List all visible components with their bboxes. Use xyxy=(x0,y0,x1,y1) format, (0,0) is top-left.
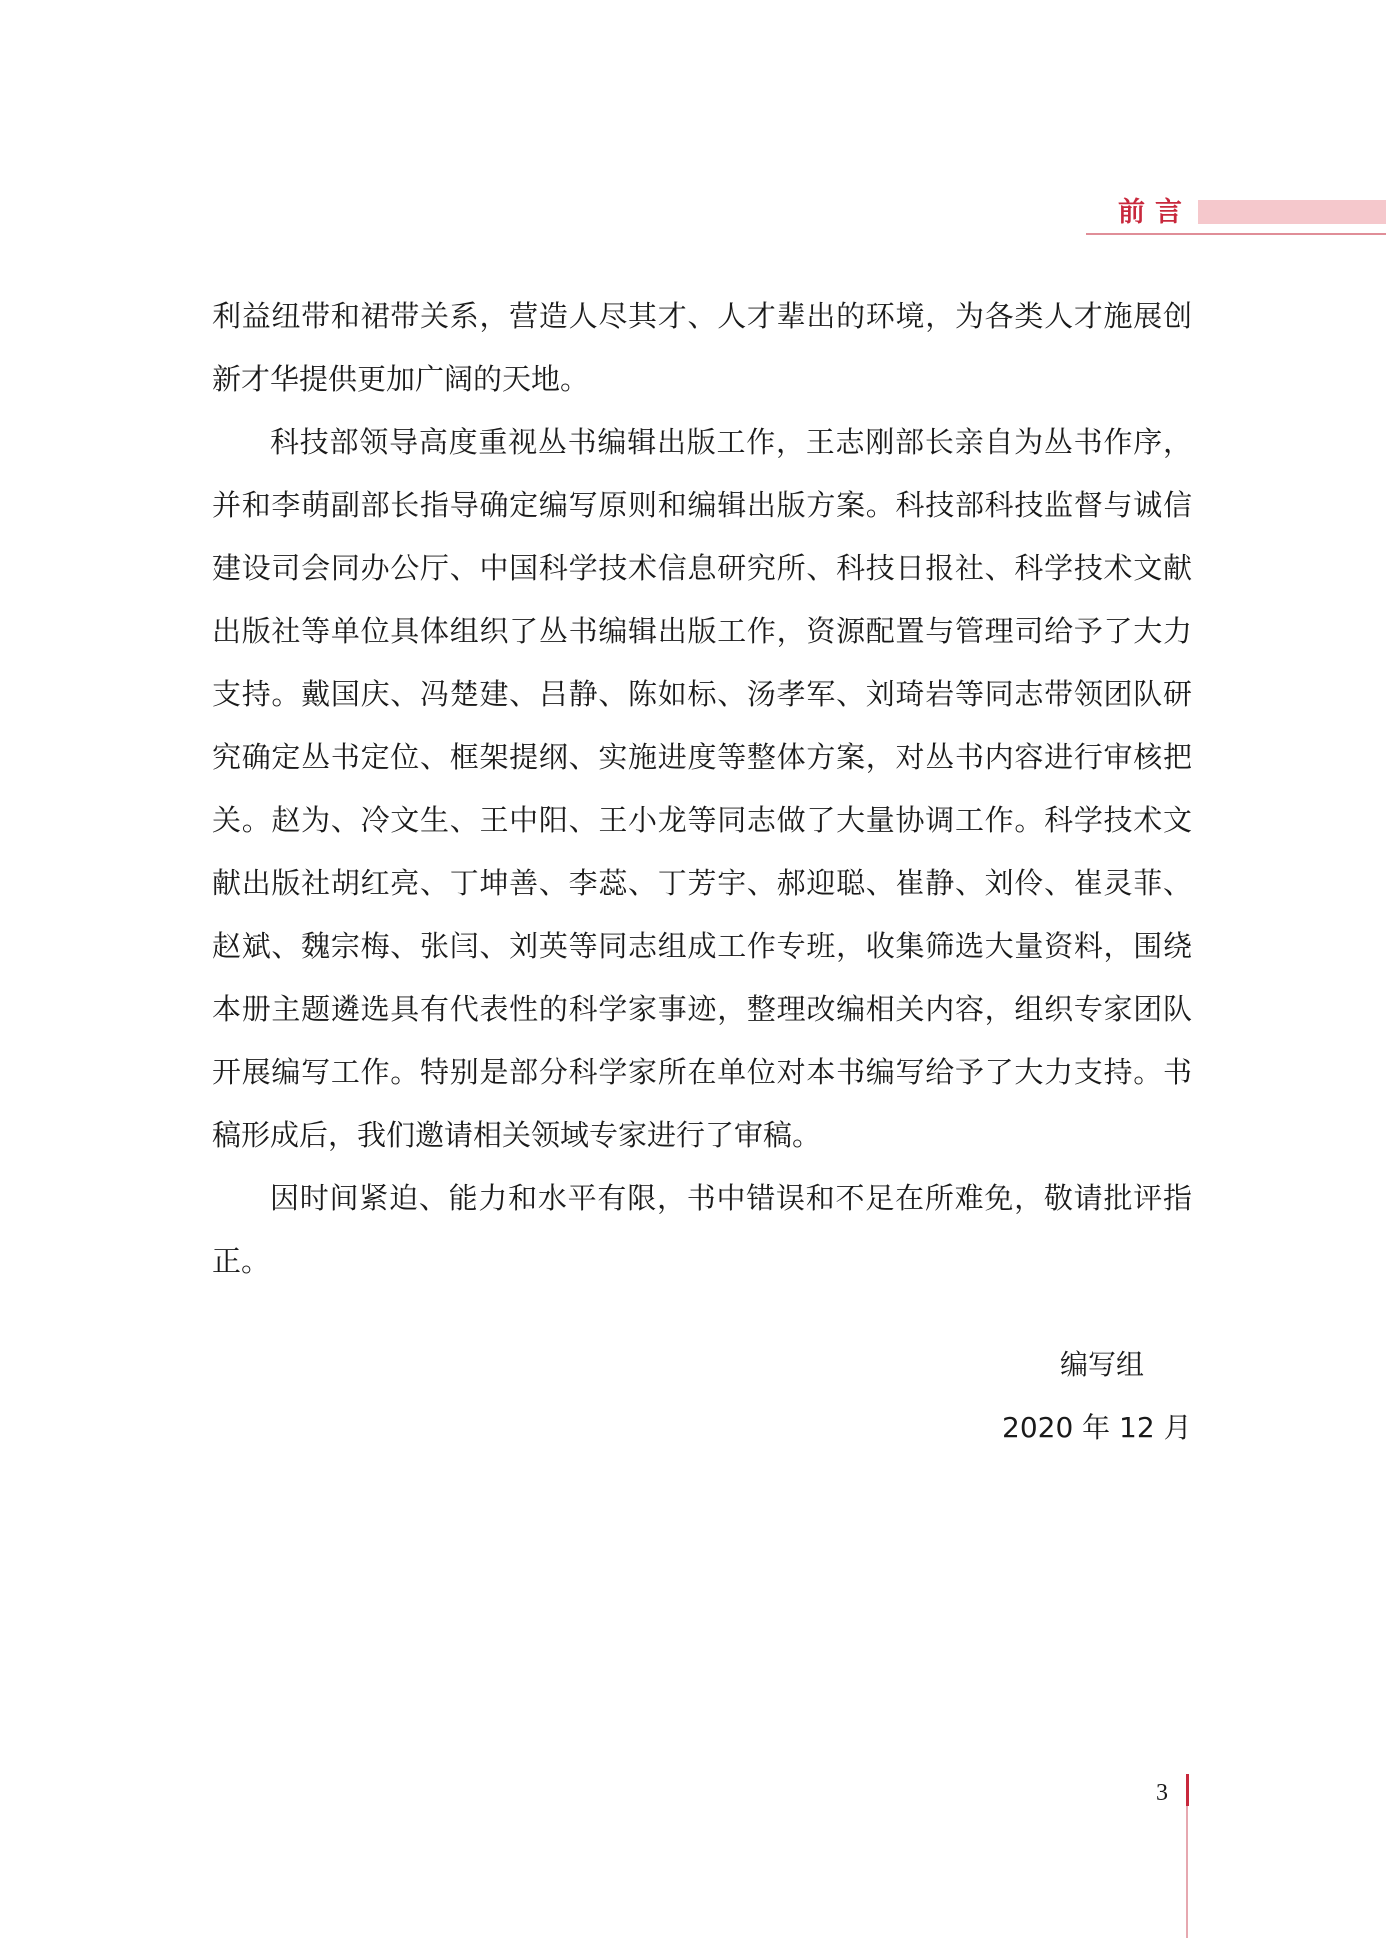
header-rule xyxy=(1086,233,1386,235)
paragraph-closing: 因时间紧迫、能力和水平有限，书中错误和不足在所难免，敬请批评指正。 xyxy=(212,1181,1192,1278)
signature-author: 编写组 xyxy=(1060,1348,1145,1381)
page-number-mark xyxy=(1186,1774,1189,1806)
paragraph-continued: 利益纽带和裙带关系，营造人尽其才、人才辈出的环境，为各类人才施展创新才华提供更加广阔的天地。 xyxy=(212,299,1192,396)
page-number: 3 xyxy=(1156,1780,1168,1806)
signature-date: 2020 年 12 月 xyxy=(1002,1411,1192,1444)
preface-body xyxy=(212,285,1192,1293)
page-edge-rule xyxy=(1186,1806,1188,1938)
header-accent-bar xyxy=(1198,200,1386,224)
section-title: 前言 xyxy=(1118,197,1192,228)
paragraph-acknowledgements: 科技部领导高度重视丛书编辑出版工作，王志刚部长亲自为丛书作序，并和李萌副部长指导确定编写原则和编辑出版方案。科技部科技监督与诚信建设司会同办公厅、中国科学技术信息研究所、科技日报社、科学技术文献出版社等单位具体组织了丛书编辑出版工作，资源配置与管理司给予了大力支持。戴国庆、冯楚建、吕静、陈如标、汤孝军、刘琦岩等同志带领团队研究确定丛书定位、框架提纲、实施进度等整体方案，对丛书内容进行审核把关。赵为、冷文生、王中阳、王小龙等同志做了大量协调工作。科学技术文献出版社胡红亮、丁坤善、李蕊、丁芳宇、郝迎聪、崔静、刘伶、崔灵菲、赵斌、魏宗梅、张闫、刘英等同志组成工作专班，收集筛选大量资料，围绕本册主题遴选具有代表性的科学家事迹，整理改编相关内容，组织专家团队开展编写工作。特别是部分科学家所在单位对本书编写给予了大力支持。书稿形成后，我们邀请相关领域专家进行了审稿。 xyxy=(212,425,1192,1152)
